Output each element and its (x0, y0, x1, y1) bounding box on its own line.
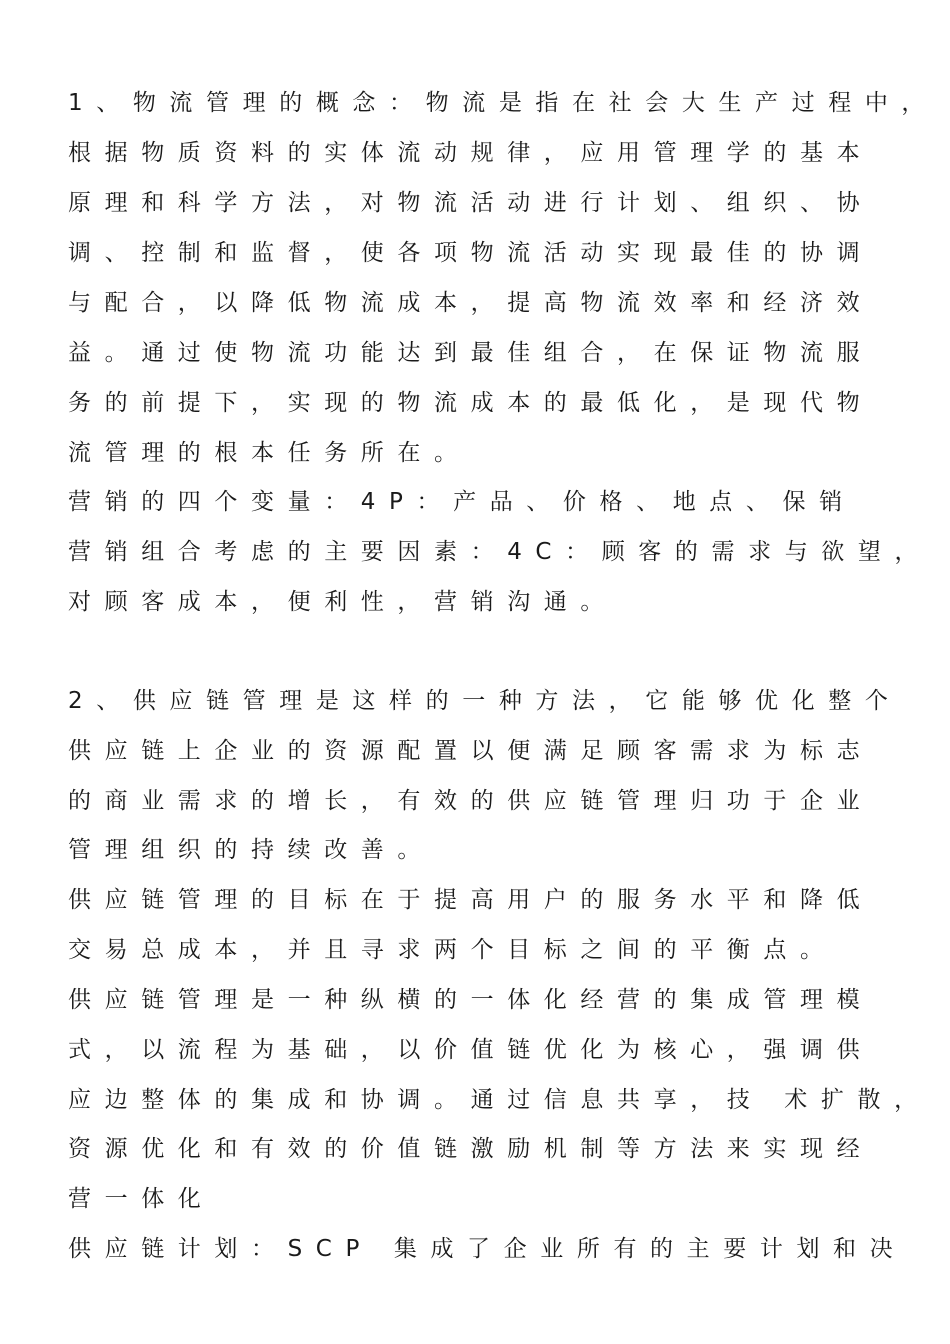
text-line: 供应链上企业的资源配置以便满足顾客需求为标志 (68, 738, 874, 764)
text-line: 对顾客成本，便利性，营销沟通。 (68, 589, 617, 615)
text-line: 营销组合考虑的主要因素：4C：顾客的需求与欲望， (68, 539, 932, 565)
text-line: 1、物流管理的概念：物流是指在社会大生产过程中， (68, 90, 939, 116)
text-line: 与配合，以降低物流成本，提高物流效率和经济效 (68, 290, 874, 316)
text-line: 营一体化 (68, 1186, 215, 1212)
text-line: 式，以流程为基础，以价值链优化为核心，强调供 (68, 1037, 874, 1063)
text-line: 调、控制和监督，使各项物流活动实现最佳的协调 (68, 240, 874, 266)
text-line: 供应链计划：SCP 集成了企业所有的主要计划和决 (68, 1236, 907, 1262)
text-line: 的商业需求的增长，有效的供应链管理归功于企业 (68, 788, 874, 814)
text-line: 资源优化和有效的价值链激励机制等方法来实现经 (68, 1136, 874, 1162)
text-line: 根据物质资料的实体流动规律，应用管理学的基本 (68, 140, 874, 166)
text-line: 务的前提下，实现的物流成本的最低化，是现代物 (68, 390, 874, 416)
text-line: 益。通过使物流功能达到最佳组合，在保证物流服 (68, 340, 874, 366)
text-line: 供应链管理是一种纵横的一体化经营的集成管理模 (68, 987, 874, 1013)
text-line: 2、供应链管理是这样的一种方法，它能够优化整个 (68, 688, 902, 714)
text-line: 应边整体的集成和协调。通过信息共享，技 术扩散， (68, 1087, 931, 1113)
text-line: 管理组织的持续改善。 (68, 837, 434, 863)
text-line: 原理和科学方法，对物流活动进行计划、组织、协 (68, 190, 874, 216)
text-line: 流管理的根本任务所在。 (68, 440, 471, 466)
text-line: 交易总成本，并且寻求两个目标之间的平衡点。 (68, 937, 837, 963)
text-line: 供应链管理的目标在于提高用户的服务水平和降低 (68, 887, 874, 913)
text-line: 营销的四个变量：4P：产品、价格、地点、保销 (68, 489, 856, 515)
